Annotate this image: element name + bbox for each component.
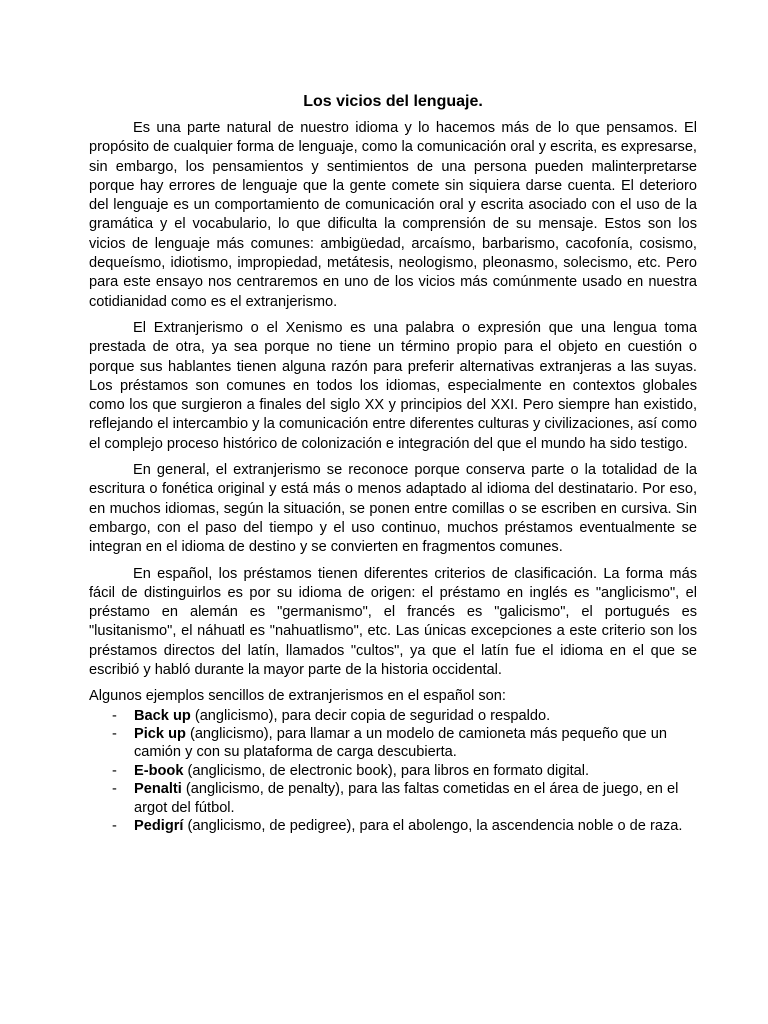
example-term: Pick up (134, 726, 186, 743)
examples-intro: Algunos ejemplos sencillos de extranjerismos en el español son: (89, 688, 506, 705)
list-item (89, 817, 697, 835)
example-description: (anglicismo, de pedigree), para el abolengo, la ascendencia noble o de raza. (183, 818, 683, 835)
bullet-dash: - (112, 726, 117, 743)
list-item (89, 780, 697, 817)
examples-list (89, 707, 697, 836)
list-item (89, 762, 697, 780)
list-item (89, 707, 697, 725)
paragraph-intro: Es una parte natural de nuestro idioma y lo hacemos más de lo que pensamos. El propósito de cualquier forma de lenguaje, como la comunicación oral y escrita, es expresarse, sin embargo, los pensamientos y sentimientos de una persona pueden malinterpretarse porque hay errores de lenguaje que la gente comete sin siquiera darse cuenta. El deterioro del lenguaje es un comportamiento de comunicación oral y escrita asociado con el uso de la gramática y el vocabulario, lo que dificulta la comprensión de su mensaje. Estos son los vicios de lenguaje más comunes: ambigüedad, arcaísmo, barbarismo, cacofonía, cosismo, dequeísmo, idiotismo, impropiedad, metátesis, neologismo, pleonasmo, solecismo, etc. Pero para este ensayo nos centraremos en uno de los vicios más comúnmente usado en nuestra cotidianidad como es el extranjerismo. (89, 120, 697, 310)
example-term: Back up (134, 707, 191, 724)
bullet-dash: - (112, 762, 117, 779)
example-term: E-book (134, 762, 184, 779)
bullet-dash: - (112, 707, 117, 724)
bullet-dash: - (112, 818, 117, 835)
example-description: (anglicismo), para llamar a un modelo de camioneta más pequeño que un camión y con su plataforma de carga descubierta. (134, 726, 667, 761)
paragraph-recognition: En general, el extranjerismo se reconoce porque conserva parte o la totalidad de la escritura o fonética original y está más o menos adaptado al idioma del destinatario. Por eso, en muchos idiomas, según la situación, se ponen entre comillas o se escriben en cursiva. Sin embargo, con el paso del tiempo y el uso continuo, muchos préstamos eventualmente se integran en el idioma de destino y se convierten en fragmentos comunes. (89, 462, 697, 556)
example-description: (anglicismo), para decir copia de seguridad o respaldo. (190, 707, 551, 724)
list-item (89, 725, 697, 762)
document-page (89, 92, 697, 835)
example-description: (anglicismo, de penalty), para las faltas cometidas en el área de juego, en el argot del fútbol. (134, 781, 679, 816)
example-description: (anglicismo, de electronic book), para libros en formato digital. (183, 762, 590, 779)
paragraph-definition: El Extranjerismo o el Xenismo es una palabra o expresión que una lengua toma prestada de otra, ya sea porque no tiene un término propio para el objeto en cuestión o porque sus hablantes tienen alguna razón para preferir alternativas extranjeras a las suyas. Los préstamos son comunes en todos los idiomas, especialmente en contextos globales como los que surgieron a finales del siglo XX y principios del XXI. Pero siempre han existido, reflejando el intercambio y la comunicación entre diferentes culturas y civilizaciones, así como el complejo proceso histórico de colonización e integración del que el mundo ha sido testigo. (89, 319, 697, 452)
bullet-dash: - (112, 781, 117, 798)
example-term: Penalti (134, 781, 182, 798)
example-term: Pedigrí (134, 818, 184, 835)
document-title: Los vicios del lenguaje. (303, 93, 483, 110)
paragraph-classification: En español, los préstamos tienen diferentes criterios de clasificación. La forma más fácil de distinguirlos es por su idioma de origen: el préstamo en inglés es "anglicismo", el préstamo en alemán es "germanismo", el francés es "galicismo", el portugués es "lusitanismo", el náhuatl es "nahuatlismo", etc. Las únicas excepciones a este criterio son los préstamos directos del latín, llamados "cultos", ya que el latín fue el idioma en el que se escribió y habló durante la mayor parte de la historia occidental. (89, 565, 697, 679)
